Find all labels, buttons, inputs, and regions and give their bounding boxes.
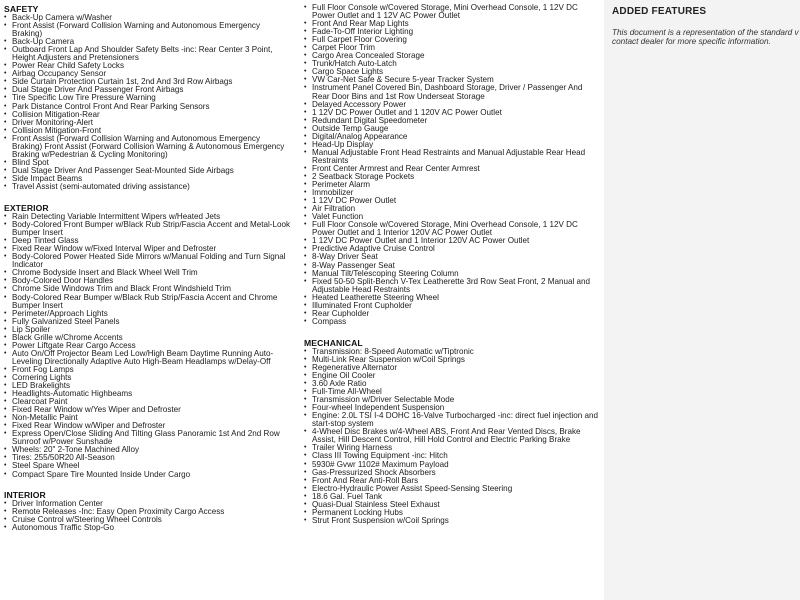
feature-text: Valet Function (312, 212, 364, 222)
bullet-icon: • (304, 269, 307, 277)
feature-text: Front Assist (Forward Collision Warning and Autonomous Emergency Braking) (12, 21, 261, 39)
bullet-icon: • (304, 355, 307, 363)
bullet-icon: • (4, 14, 7, 21)
bullet-icon: • (4, 430, 7, 438)
bullet-icon: • (304, 221, 307, 229)
bullet-icon: • (4, 317, 7, 325)
bullet-icon: • (4, 422, 7, 430)
bullet-icon: • (4, 213, 7, 221)
bullet-icon: • (4, 398, 7, 406)
feature-text: Body-Colored Power Heated Side Mirrors w/Manual Folding and Turn Signal Indicator (12, 252, 286, 270)
feature-text: Auto On/Off Projector Beam Led Low/High Beam Daytime Running Auto-Leveling Directionally Adaptive Auto High-Beam Headlamps w/Delay-Off (12, 348, 274, 366)
feature-text: Cornering Lights (12, 372, 72, 382)
bullet-icon: • (304, 468, 307, 476)
feature-text: Trunk/Hatch Auto-Latch (312, 59, 397, 69)
feature-text: Quasi-Dual Stainless Steel Exhaust (312, 499, 440, 509)
bullet-icon: • (304, 404, 307, 412)
feature-text: Tires: 255/50R20 All-Season (12, 453, 115, 463)
feature-text: Full Floor Console w/Covered Storage, Mini Overhead Console, 1 12V DC Power Outlet and 1 Interior 120V AC Power Outlet (312, 220, 578, 238)
feature-text: Tire Specific Low Tire Pressure Warning (12, 93, 156, 103)
feature-item (0, 46, 290, 62)
bullet-icon: • (4, 523, 7, 531)
bullet-icon: • (4, 237, 7, 245)
feature-item (0, 471, 290, 479)
feature-text: Strut Front Suspension w/Coil Springs (312, 515, 449, 525)
feature-text: Electro-Hydraulic Power Assist Speed-Sensing Steering (312, 483, 513, 493)
feature-text: Front Fog Lamps (12, 364, 74, 374)
bullet-icon: • (4, 245, 7, 253)
mechanical-section (300, 338, 600, 525)
feature-item (0, 294, 290, 310)
feature-text: Fixed 50-50 Split-Bench V-Tex Leatherette 3rd Row Seat Front, 2 Manual and Adjustable Head Restraints (312, 276, 591, 294)
feature-text: Digital/Analog Appearance (312, 131, 408, 141)
feature-text: Black Grille w/Chrome Accents (12, 332, 123, 342)
bullet-icon: • (304, 444, 307, 452)
bullet-icon: • (4, 462, 7, 470)
feature-text: Wheels: 20" 2-Tone Machined Alloy (12, 445, 140, 455)
safety-section (0, 4, 290, 191)
bullet-icon: • (4, 182, 7, 190)
feature-text: 8-Way Driver Seat (312, 252, 378, 262)
bullet-icon: • (4, 38, 7, 46)
feature-text: 2 Seatback Storage Pockets (312, 171, 415, 181)
exterior-list (0, 213, 290, 479)
bullet-icon: • (304, 213, 307, 221)
feature-text: Delayed Accessory Power (312, 99, 407, 109)
exterior-section (0, 203, 290, 479)
bullet-icon: • (304, 205, 307, 213)
feature-text: Front And Rear Anti-Roll Bars (312, 475, 419, 485)
feature-item (300, 428, 600, 444)
feature-text: Chrome Side Windows Trim and Black Front Windshield Trim (12, 284, 232, 294)
bullet-icon: • (304, 237, 307, 245)
bullet-icon: • (4, 293, 7, 301)
feature-text: Body-Colored Door Handles (12, 276, 114, 286)
bullet-icon: • (4, 62, 7, 70)
feature-text: Transmission: 8-Speed Automatic w/Tiptronic (312, 346, 474, 356)
feature-text: Remote Releases -Inc: Easy Open Proximity Cargo Access (12, 506, 225, 516)
bullet-icon: • (304, 148, 307, 156)
bullet-icon: • (304, 140, 307, 148)
bullet-icon: • (304, 197, 307, 205)
feature-text: Manual Tilt/Telescoping Steering Column (312, 268, 459, 278)
bullet-icon: • (4, 382, 7, 390)
bullet-icon: • (304, 380, 307, 388)
feature-text: Non-Metallic Paint (12, 413, 78, 423)
safety-list (0, 14, 290, 191)
bullet-icon: • (304, 388, 307, 396)
feature-text: Cruise Control w/Steering Wheel Controls (12, 514, 162, 524)
features-middle-column (300, 0, 600, 525)
feature-item (0, 221, 290, 237)
feature-text: Rear Cupholder (312, 308, 370, 318)
bullet-icon: • (4, 309, 7, 317)
feature-text: 5930# Gvwr 1102# Maximum Payload (312, 459, 449, 469)
bullet-icon: • (304, 476, 307, 484)
bullet-icon: • (4, 406, 7, 414)
feature-text: Collision Mitigation-Rear (12, 109, 100, 119)
feature-text: Park Distance Control Front And Rear Parking Sensors (12, 101, 210, 111)
feature-text: Multi-Link Rear Suspension w/Coil Springs (312, 354, 465, 364)
feature-text: 1 12V DC Power Outlet (312, 196, 397, 206)
feature-text: Compass (312, 316, 347, 326)
bullet-icon: • (304, 508, 307, 516)
feature-text: LED Brakelights (12, 381, 71, 391)
feature-text: Manual Adjustable Front Head Restraints and Manual Adjustable Rear Head Restraints (312, 147, 586, 165)
bullet-icon: • (304, 164, 307, 172)
features-left-column (0, 0, 290, 532)
feature-text: Side Curtain Protection Curtain 1st, 2nd And 3rd Row Airbags (12, 77, 233, 87)
bullet-icon: • (304, 108, 307, 116)
feature-text: Rain Detecting Variable Intermittent Wipers w/Heated Jets (12, 212, 221, 222)
bullet-icon: • (304, 317, 307, 325)
bullet-icon: • (4, 94, 7, 102)
bullet-icon: • (4, 373, 7, 381)
feature-text: Full Carpet Floor Covering (312, 35, 407, 45)
feature-text: Side Impact Beams (12, 173, 83, 183)
feature-text: VW Car-Net Safe & Secure 5-year Tracker System (312, 75, 494, 85)
added-features-heading: ADDED FEATURES (612, 6, 707, 17)
bullet-icon: • (4, 22, 7, 30)
feature-text: Compact Spare Tire Mounted Inside Under Cargo (12, 469, 191, 479)
bullet-icon: • (4, 166, 7, 174)
feature-text: Immobilizer (312, 188, 354, 198)
bullet-icon: • (304, 428, 307, 436)
feature-text: Fixed Rear Window w/Fixed Interval Wiper and Defroster (12, 244, 217, 254)
bullet-icon: • (4, 515, 7, 523)
feature-text: Perimeter Alarm (312, 180, 371, 190)
bullet-icon: • (4, 102, 7, 110)
interior-heading: INTERIOR (4, 489, 46, 500)
bullet-icon: • (304, 460, 307, 468)
feature-text: Back-Up Camera (12, 37, 75, 47)
feature-text: Transmission w/Driver Selectable Mode (312, 395, 455, 405)
added-features-note-line2: contact dealer for more specific information. (612, 37, 771, 46)
feature-text: Cargo Area Concealed Storage (312, 51, 425, 61)
feature-text: Fixed Rear Window w/Yes Wiper and Defroster (12, 405, 181, 415)
bullet-icon: • (304, 412, 307, 420)
feature-text: Full-Time All-Wheel (312, 387, 382, 397)
feature-text: Illuminated Front Cupholder (312, 300, 412, 310)
feature-text: Fixed Rear Window w/Wiper and Defroster (12, 421, 166, 431)
feature-text: Front Center Armrest and Rear Center Armrest (312, 163, 480, 173)
feature-text: Express Open/Close Sliding And Tilting Glass Panoramic 1st And 2nd Row Sunroof w/Power Sunshade (12, 429, 280, 447)
bullet-icon: • (4, 341, 7, 349)
bullet-icon: • (4, 499, 7, 507)
feature-text: Headlights-Automatic Highbeams (12, 389, 133, 399)
feature-item (0, 22, 290, 38)
feature-text: Engine Oil Cooler (312, 371, 376, 381)
bullet-icon: • (304, 372, 307, 380)
feature-text: Dual Stage Driver And Passenger Seat-Mounted Side Airbags (12, 165, 234, 175)
feature-text: 8-Way Passenger Seat (312, 260, 395, 270)
feature-text: Autonomous Traffic Stop-Go (12, 522, 114, 532)
feature-text: Class III Towing Equipment -inc: Hitch (312, 451, 448, 461)
interior-continued-list (300, 4, 600, 326)
bullet-icon: • (304, 20, 307, 28)
feature-text: Cargo Space Lights (312, 67, 384, 77)
bullet-icon: • (304, 347, 307, 355)
bullet-icon: • (304, 363, 307, 371)
feature-text: Body-Colored Rear Bumper w/Black Rub Strip/Fascia Accent and Chrome Bumper Insert (12, 292, 278, 310)
bullet-icon: • (304, 516, 307, 524)
bullet-icon: • (304, 484, 307, 492)
feature-text: Redundant Digital Speedometer (312, 115, 428, 125)
bullet-icon: • (304, 36, 307, 44)
bullet-icon: • (304, 124, 307, 132)
feature-text: 3.60 Axle Ratio (312, 379, 367, 389)
feature-text: Lip Spoiler (12, 324, 51, 334)
bullet-icon: • (4, 78, 7, 86)
feature-text: 18.6 Gal. Fuel Tank (312, 491, 383, 501)
bullet-icon: • (4, 277, 7, 285)
bullet-icon: • (4, 174, 7, 182)
feature-item (0, 135, 290, 159)
feature-item (300, 84, 600, 100)
feature-text: Gas-Pressurized Shock Absorbers (312, 467, 436, 477)
bullet-icon: • (304, 293, 307, 301)
feature-text: Steel Spare Wheel (12, 461, 80, 471)
bullet-icon: • (4, 158, 7, 166)
feature-text: Instrument Panel Covered Bin, Dashboard Storage, Driver / Passenger And Rear Door Bins and 1st Row Underseat Storage (312, 83, 583, 101)
bullet-icon: • (304, 309, 307, 317)
feature-item (300, 221, 600, 237)
feature-text: Deep Tinted Glass (12, 236, 79, 246)
bullet-icon: • (4, 414, 7, 422)
bullet-icon: • (304, 253, 307, 261)
feature-item (0, 430, 290, 446)
bullet-icon: • (4, 269, 7, 277)
mechanical-list (300, 348, 600, 525)
bullet-icon: • (4, 325, 7, 333)
feature-text: Fully Galvanized Steel Panels (12, 316, 120, 326)
interior-list (0, 500, 290, 532)
mechanical-heading: MECHANICAL (304, 337, 363, 348)
feature-item (300, 149, 600, 165)
feature-text: Outside Temp Gauge (312, 123, 389, 133)
bullet-icon: • (304, 28, 307, 36)
bullet-icon: • (4, 118, 7, 126)
bullet-icon: • (304, 181, 307, 189)
bullet-icon: • (4, 470, 7, 478)
exterior-heading: EXTERIOR (4, 203, 49, 214)
bullet-icon: • (304, 261, 307, 269)
feature-text: Power Liftgate Rear Cargo Access (12, 340, 136, 350)
feature-item (300, 278, 600, 294)
bullet-icon: • (4, 70, 7, 78)
feature-text: Four-wheel Independent Suspension (312, 403, 445, 413)
bullet-icon: • (304, 301, 307, 309)
feature-text: Predictive Adaptive Cruise Control (312, 244, 435, 254)
feature-item (0, 350, 290, 366)
added-features-note-line1: This document is a representation of the standard v (612, 28, 799, 37)
bullet-icon: • (4, 390, 7, 398)
bullet-icon: • (4, 46, 7, 54)
feature-text: Heated Leatherette Steering Wheel (312, 292, 439, 302)
bullet-icon: • (304, 132, 307, 140)
feature-text: Full Floor Console w/Covered Storage, Mini Overhead Console, 1 12V DC Power Outlet and 1 12V AC Power Outlet (312, 3, 578, 21)
feature-text: Air Filtration (312, 204, 356, 214)
feature-text: Fade-To-Off Interior Lighting (312, 27, 414, 37)
safety-heading: SAFETY (4, 4, 39, 14)
feature-text: Blind Spot (12, 157, 49, 167)
bullet-icon: • (4, 126, 7, 134)
feature-text: Driver Monitoring-Alert (12, 117, 93, 127)
bullet-icon: • (4, 110, 7, 118)
feature-text: Permanent Locking Hubs (312, 507, 403, 517)
bullet-icon: • (4, 333, 7, 341)
feature-text: Travel Assist (semi-automated driving assistance) (12, 181, 190, 191)
feature-text: 4-Wheel Disc Brakes w/4-Wheel ABS, Front And Rear Vented Discs, Brake Assist, Hill Descent Control, Hill Hold Control and Electric Parking Brake (312, 427, 581, 445)
feature-text: Engine: 2.0L TSI I-4 DOHC 16-Valve Turbocharged -inc: direct fuel injection and start-stop system (312, 411, 598, 429)
bullet-icon: • (304, 52, 307, 60)
bullet-icon: • (4, 285, 7, 293)
bullet-icon: • (304, 492, 307, 500)
bullet-icon: • (4, 86, 7, 94)
feature-text: Perimeter/Approach Lights (12, 308, 108, 318)
bullet-icon: • (304, 277, 307, 285)
feature-text: Dual Stage Driver And Passenger Front Airbags (12, 85, 184, 95)
bullet-icon: • (304, 452, 307, 460)
feature-text: Power Rear Child Safety Locks (12, 61, 125, 71)
feature-text: Regenerative Alternator (312, 362, 398, 372)
bullet-icon: • (4, 253, 7, 261)
bullet-icon: • (4, 221, 7, 229)
bullet-icon: • (4, 349, 7, 357)
bullet-icon: • (304, 44, 307, 52)
added-features-panel (604, 0, 800, 600)
bullet-icon: • (304, 172, 307, 180)
feature-text: 1 12V DC Power Outlet and 1 120V AC Power Outlet (312, 107, 502, 117)
bullet-icon: • (304, 396, 307, 404)
feature-text: Body-Colored Front Bumper w/Black Rub Strip/Fascia Accent and Metal-Look Bumper Insert (12, 220, 291, 238)
bullet-icon: • (304, 84, 307, 92)
bullet-icon: • (4, 507, 7, 515)
feature-text: 1 12V DC Power Outlet and 1 Interior 120V AC Power Outlet (312, 236, 530, 246)
bullet-icon: • (304, 100, 307, 108)
feature-item (0, 524, 290, 532)
feature-text: Head-Up Display (312, 139, 374, 149)
bullet-icon: • (4, 446, 7, 454)
feature-text: Trailer Wiring Harness (312, 443, 393, 453)
feature-item (300, 412, 600, 428)
bullet-icon: • (304, 4, 307, 11)
interior-section (0, 490, 290, 532)
bullet-icon: • (304, 500, 307, 508)
bullet-icon: • (4, 454, 7, 462)
bullet-icon: • (4, 365, 7, 373)
feature-text: Carpet Floor Trim (312, 43, 375, 53)
feature-item (300, 318, 600, 326)
feature-text: Chrome Bodyside Insert and Black Wheel Well Trim (12, 268, 198, 278)
feature-item (0, 253, 290, 269)
feature-item (300, 517, 600, 525)
feature-item (300, 4, 600, 20)
feature-text: Airbag Occupancy Sensor (12, 69, 107, 79)
feature-text: Driver Information Center (12, 498, 103, 508)
bullet-icon: • (304, 116, 307, 124)
bullet-icon: • (304, 245, 307, 253)
feature-text: Front And Rear Map Lights (312, 19, 409, 29)
bullet-icon: • (4, 134, 7, 142)
feature-item (0, 183, 290, 191)
feature-text: Back-Up Camera w/Washer (12, 13, 112, 22)
interior-continued-section (300, 4, 600, 326)
bullet-icon: • (304, 60, 307, 68)
feature-text: Clearcoat Paint (12, 397, 68, 407)
feature-text: Outboard Front Lap And Shoulder Safety Belts -inc: Rear Center 3 Point, Height Adjusters and Pretensioners (12, 45, 273, 63)
feature-text: Collision Mitigation-Front (12, 125, 102, 135)
bullet-icon: • (304, 189, 307, 197)
bullet-icon: • (304, 68, 307, 76)
bullet-icon: • (304, 76, 307, 84)
feature-text: Front Assist (Forward Collision Warning and Autonomous Emergency Braking) Front Assist (Forward Collision Warning & Autonomous Emergency Braking w/Pedestrian & Cycling Monitoring) (12, 133, 285, 159)
